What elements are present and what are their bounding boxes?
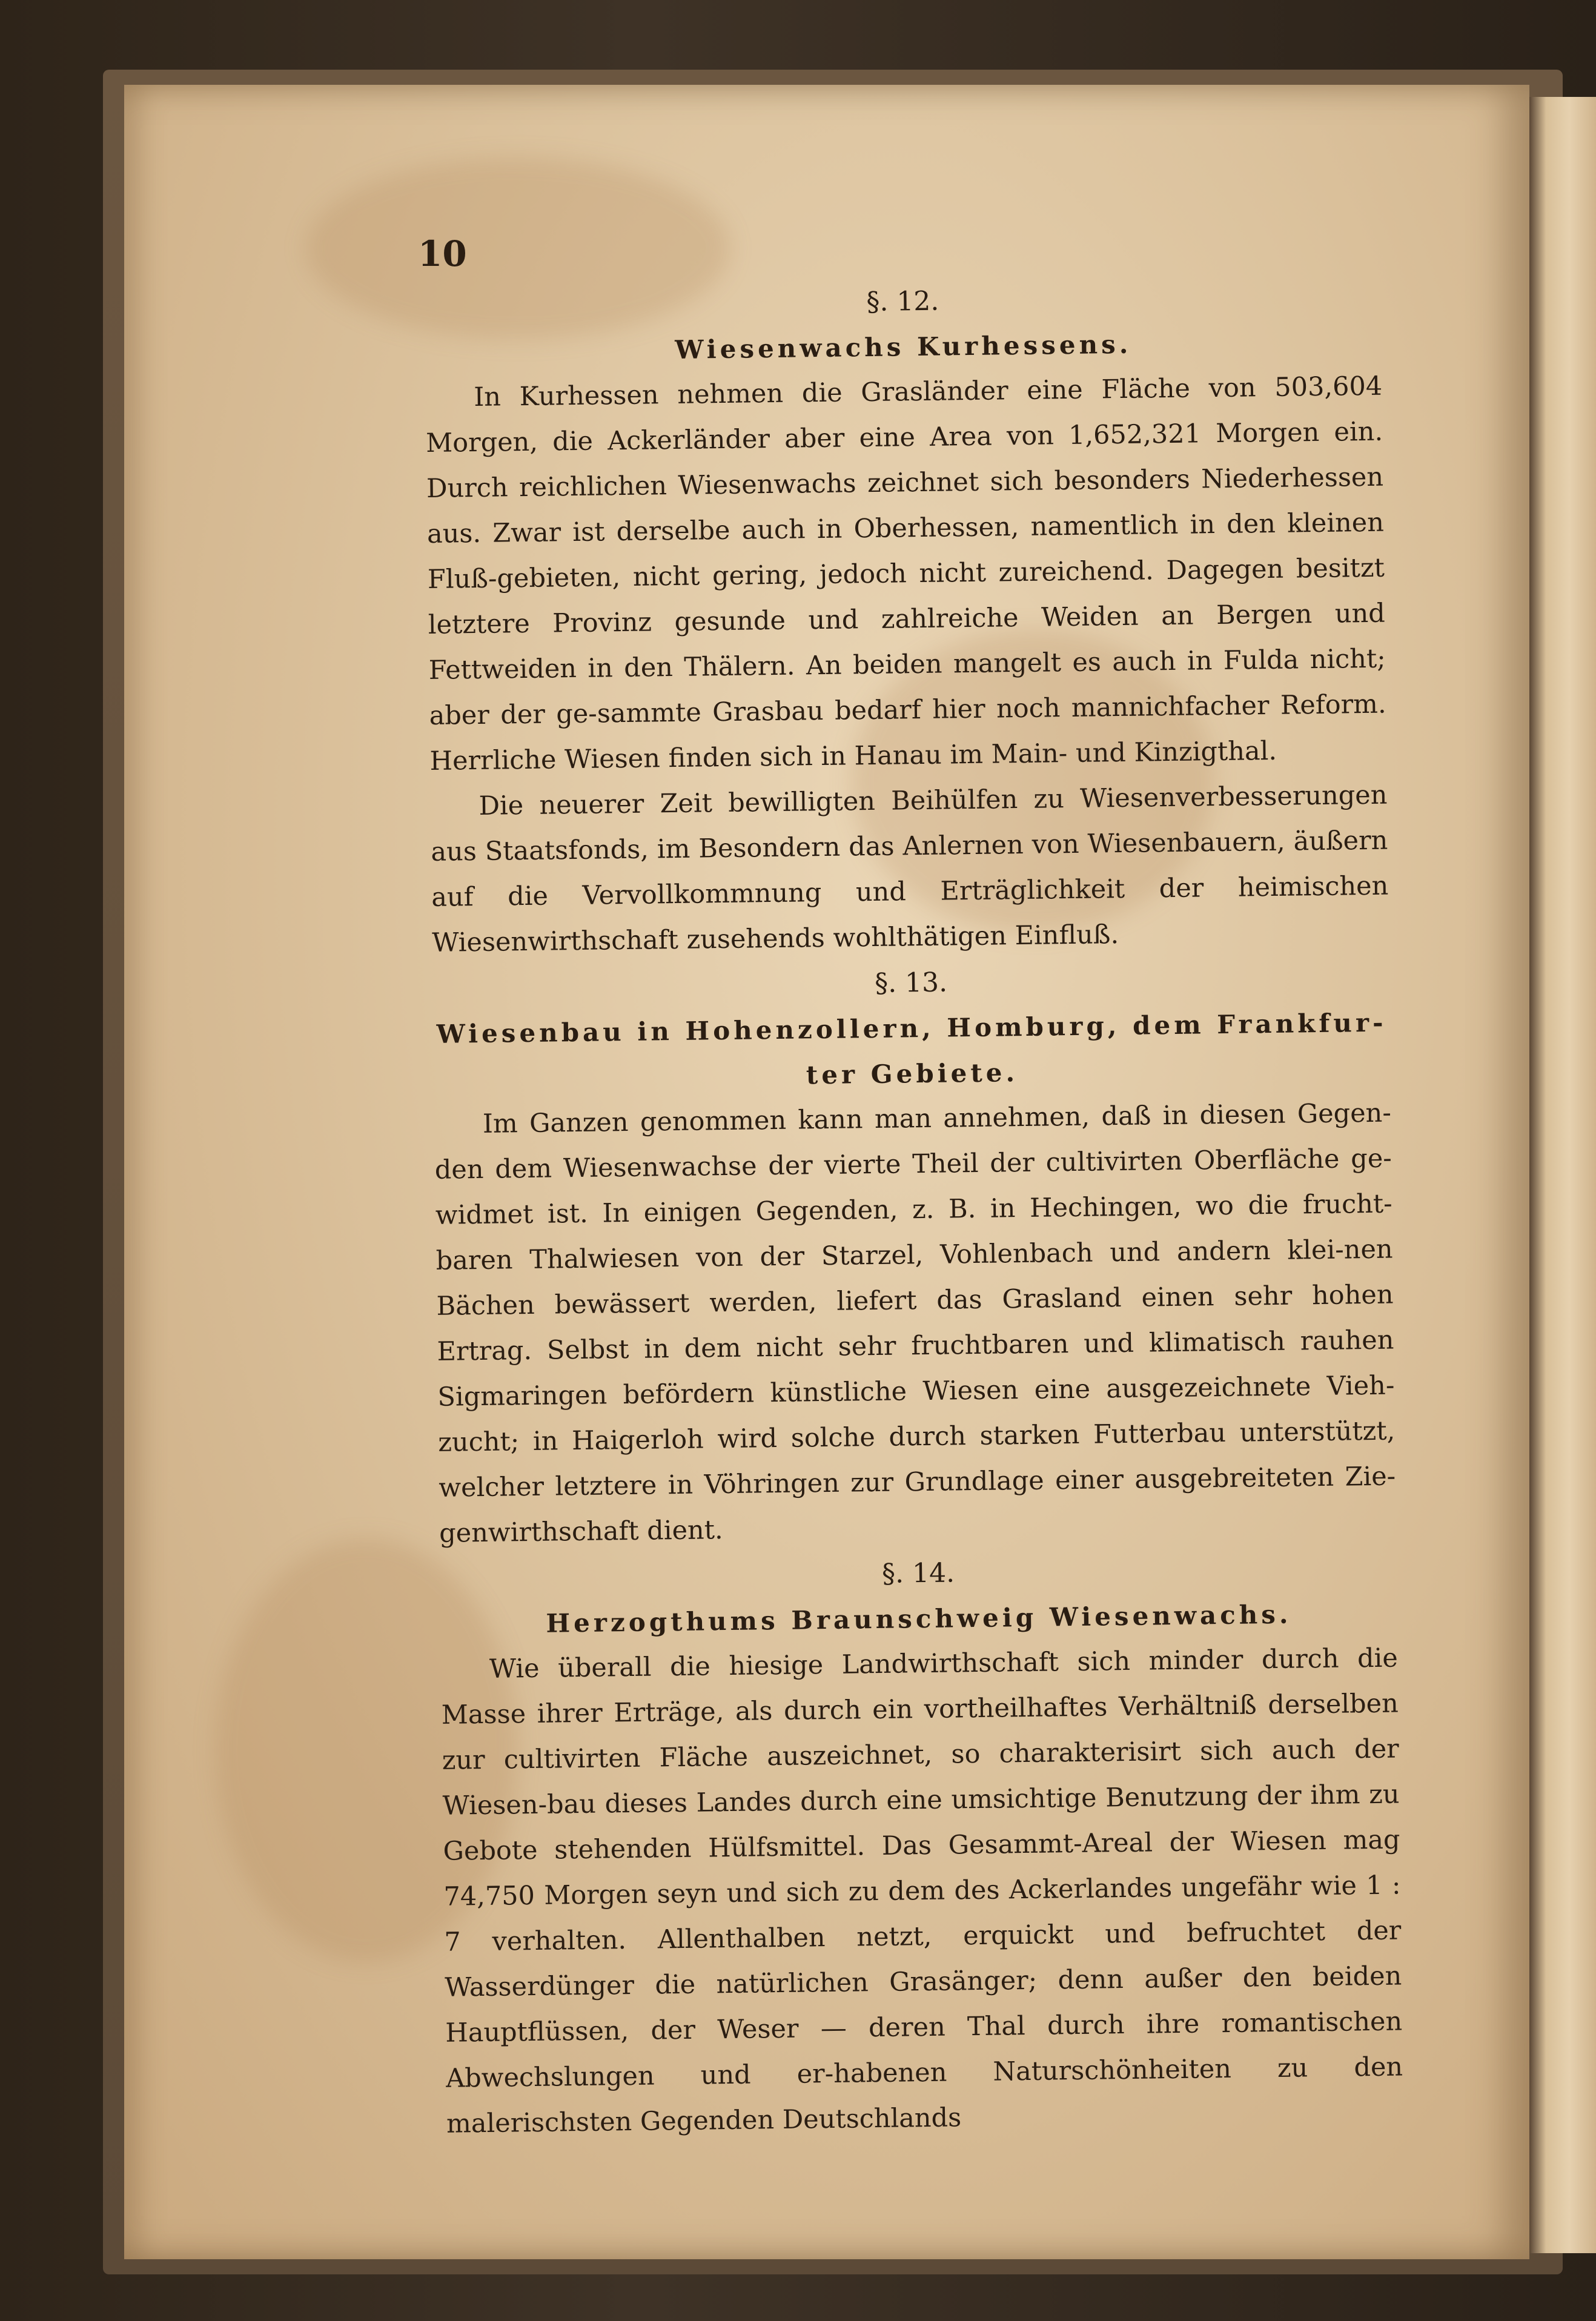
paragraph: In Kurhessen nehmen die Grasländer eine Fläche von 503,604 Morgen, die Ackerländer aber eine Area von 1,652,321 Morgen ein. Durch reichlichen Wiesenwachs zeichnet sich besonders Niederhessen aus. Zwar ist derselbe auch in Oberhessen, namentlich in den kleinen Fluß-gebieten, nicht gering, jedoch nicht zureichend. Dagegen besitzt letztere Provinz gesunde und zahlreiche Weiden an Bergen und Fettweiden in den Thälern. An beiden mangelt es auch in Fulda nicht; aber der ge-sammte Grasbau bedarf hier noch mannichfacher Reform. Herrliche Wiesen finden sich in Hanau im Main- und Kinzigthal. xyxy=(425,371,1386,776)
facing-page-edge xyxy=(1529,97,1596,2253)
section-number: §. 14. xyxy=(881,1557,955,1589)
page-number: 10 xyxy=(418,233,467,274)
paragraph: Die neuerer Zeit bewilligten Beihülfen zu Wiesenverbesserungen aus Staatsfonds, im Besondern das Anlernen von Wiesenbauern, äußern auf die Vervollkommnung und Erträglichkeit der heimischen Wiesenwirthschaft zusehends wohlthätigen Einfluß. xyxy=(431,780,1389,958)
section-title: Wiesenwachs Kurhessens. xyxy=(674,329,1132,365)
paragraph: Im Ganzen genommen kann man annehmen, daß in diesen Gegen-den dem Wiesenwachse der vierte Theil der cultivirten Oberfläche ge-widmet ist. In einigen Gegenden, z. B. in Hechingen, wo die frucht-baren Thalwiesen von der Starzel, Vohlenbach und andern klei-nen Bächen bewässert werden, liefert das Grasland einen sehr hohen Ertrag. Selbst in dem nicht sehr fruchtbaren und klimatisch rauhen Sigmaringen befördern künstliche Wiesen eine ausgezeichnete Vieh-zucht; in Haigerloh wird solche durch starken Futterbau unterstützt, welcher letztere in Vöhringen zur Grundlage einer ausgebreiteten Zie-genwirthschaft dient. xyxy=(434,1098,1396,1549)
paragraph: Wie überall die hiesige Landwirthschaft sich minder durch die Masse ihrer Erträge, als durch ein vortheilhaftes Verhältniß derselben zur cultivirten Fläche auszeichnet, so charakterisirt sich auch der Wiesen-bau dieses Landes durch eine umsichtige Benutzung der ihm zu Gebote stehenden Hülfsmittel. Das Gesammt-Areal der Wiesen mag 74,750 Morgen seyn und sich zu dem des Ackerlandes ungefähr wie 1 : 7 verhalten. Allenthalben netzt, erquickt und befruchtet der Wasserdünger die natürlichen Grasänger; denn außer den beiden Hauptflüssen, der Weser — deren Thal durch ihre romantischen Abwechslungen und er-habenen Naturschönheiten zu den malerischsten Gegenden Deutschlands xyxy=(441,1643,1403,2139)
page-text xyxy=(424,273,1403,2147)
section-title: Wiesenbau in Hohenzollern, Homburg, dem Frankfur-ter Gebiete. xyxy=(436,1007,1387,1090)
section-number: §. 13. xyxy=(874,967,948,999)
section-number: §. 12. xyxy=(866,285,939,318)
section-title: Herzogthums Braunschweig Wiesenwachs. xyxy=(546,1599,1292,1638)
